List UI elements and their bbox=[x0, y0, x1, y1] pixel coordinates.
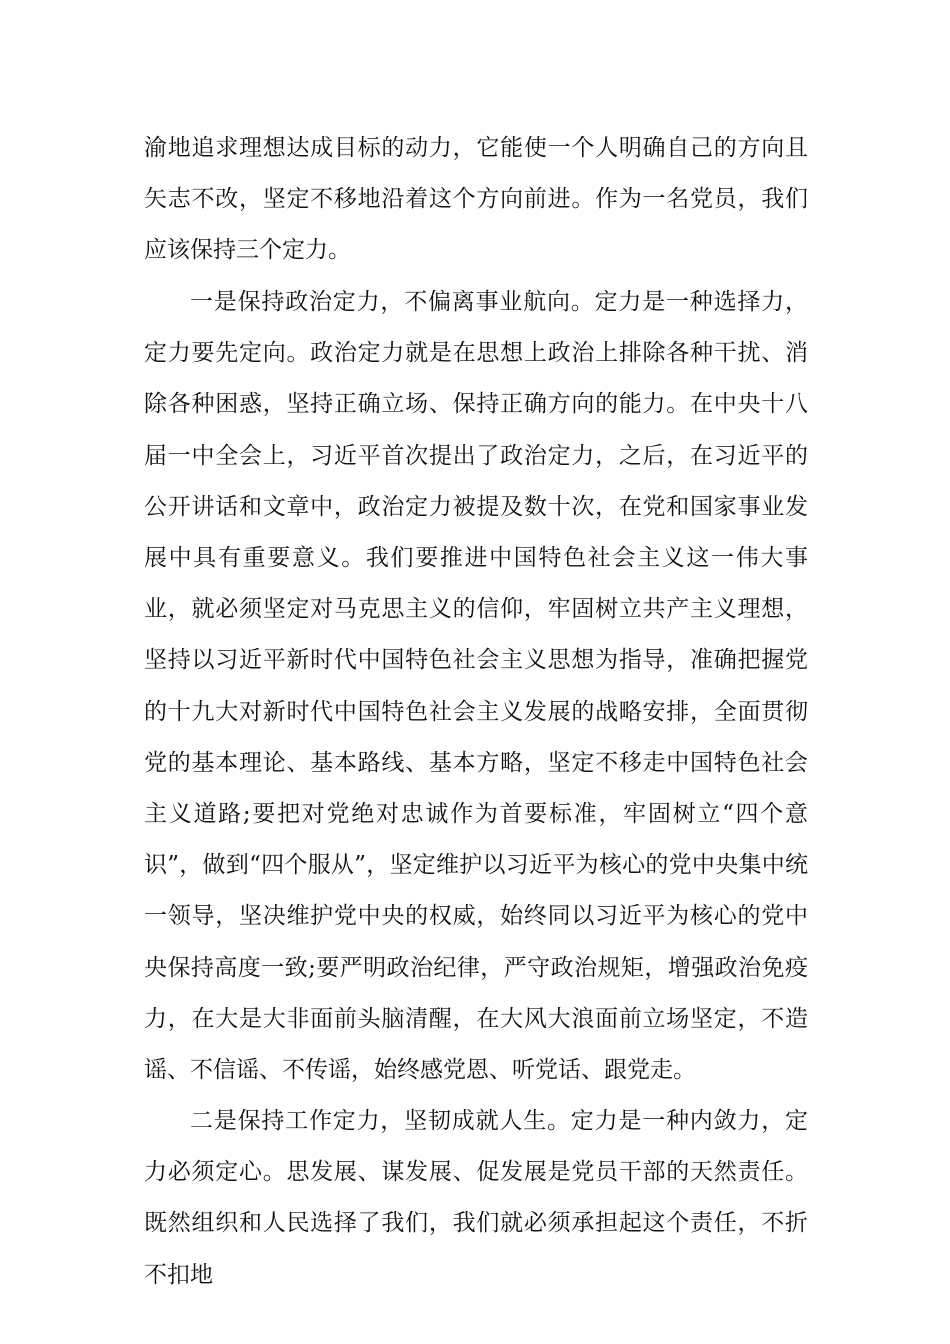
paragraph-continuation: 渝地追求理想达成目标的动力，它能使一个人明确自己的方向且矢志不改，坚定不移地沿着这个方向前进。作为一名党员，我们应该保持三个定力。 bbox=[144, 135, 808, 264]
paragraph-political-determination: 一是保持政治定力，不偏离事业航向。定力是一种选择力，定力要先定向。政治定力就是在思想上政治上排除各种干扰、消除各种困惑，坚持正确立场、保持正确方向的能力。在中央十八届一中全会上，习近平首次提出了政治定力，之后，在习近平的公开讲话和文章中，政治定力被提及数十次，在党和国家事业发展中具有重要意义。我们要推进中国特色社会主义这一伟大事业，就必须坚定对马克思主义的信仰，牢固树立共产主义理想，坚持以习近平新时代中国特色社会主义思想为指导，准确把握党的十九大对新时代中国特色社会主义发展的战略安排，全面贯彻党的基本理论、基本路线、基本方略，坚定不移走中国特色社会主义道路;要把对党绝对忠诚作为首要标准，牢固树立“四个意识”，做到“四个服从”，坚定维护以习近平为核心的党中央集中统一领导，坚决维护党中央的权威，始终同以习近平为核心的党中央保持高度一致;要严明政治纪律，严守政治规矩，增强政治免疫力，在大是大非面前头脑清醒，在大风大浪面前立场坚定，不造谣、不信谣、不传谣，始终感党恩、听党话、跟党走。 bbox=[144, 289, 808, 1084]
paragraph-work-determination: 二是保持工作定力，坚韧成就人生。定力是一种内敛力，定力必须定心。思发展、谋发展、促发展是党员干部的天然责任。既然组织和人民选择了我们，我们就必须承担起这个责任，不折不扣地 bbox=[144, 1108, 808, 1288]
